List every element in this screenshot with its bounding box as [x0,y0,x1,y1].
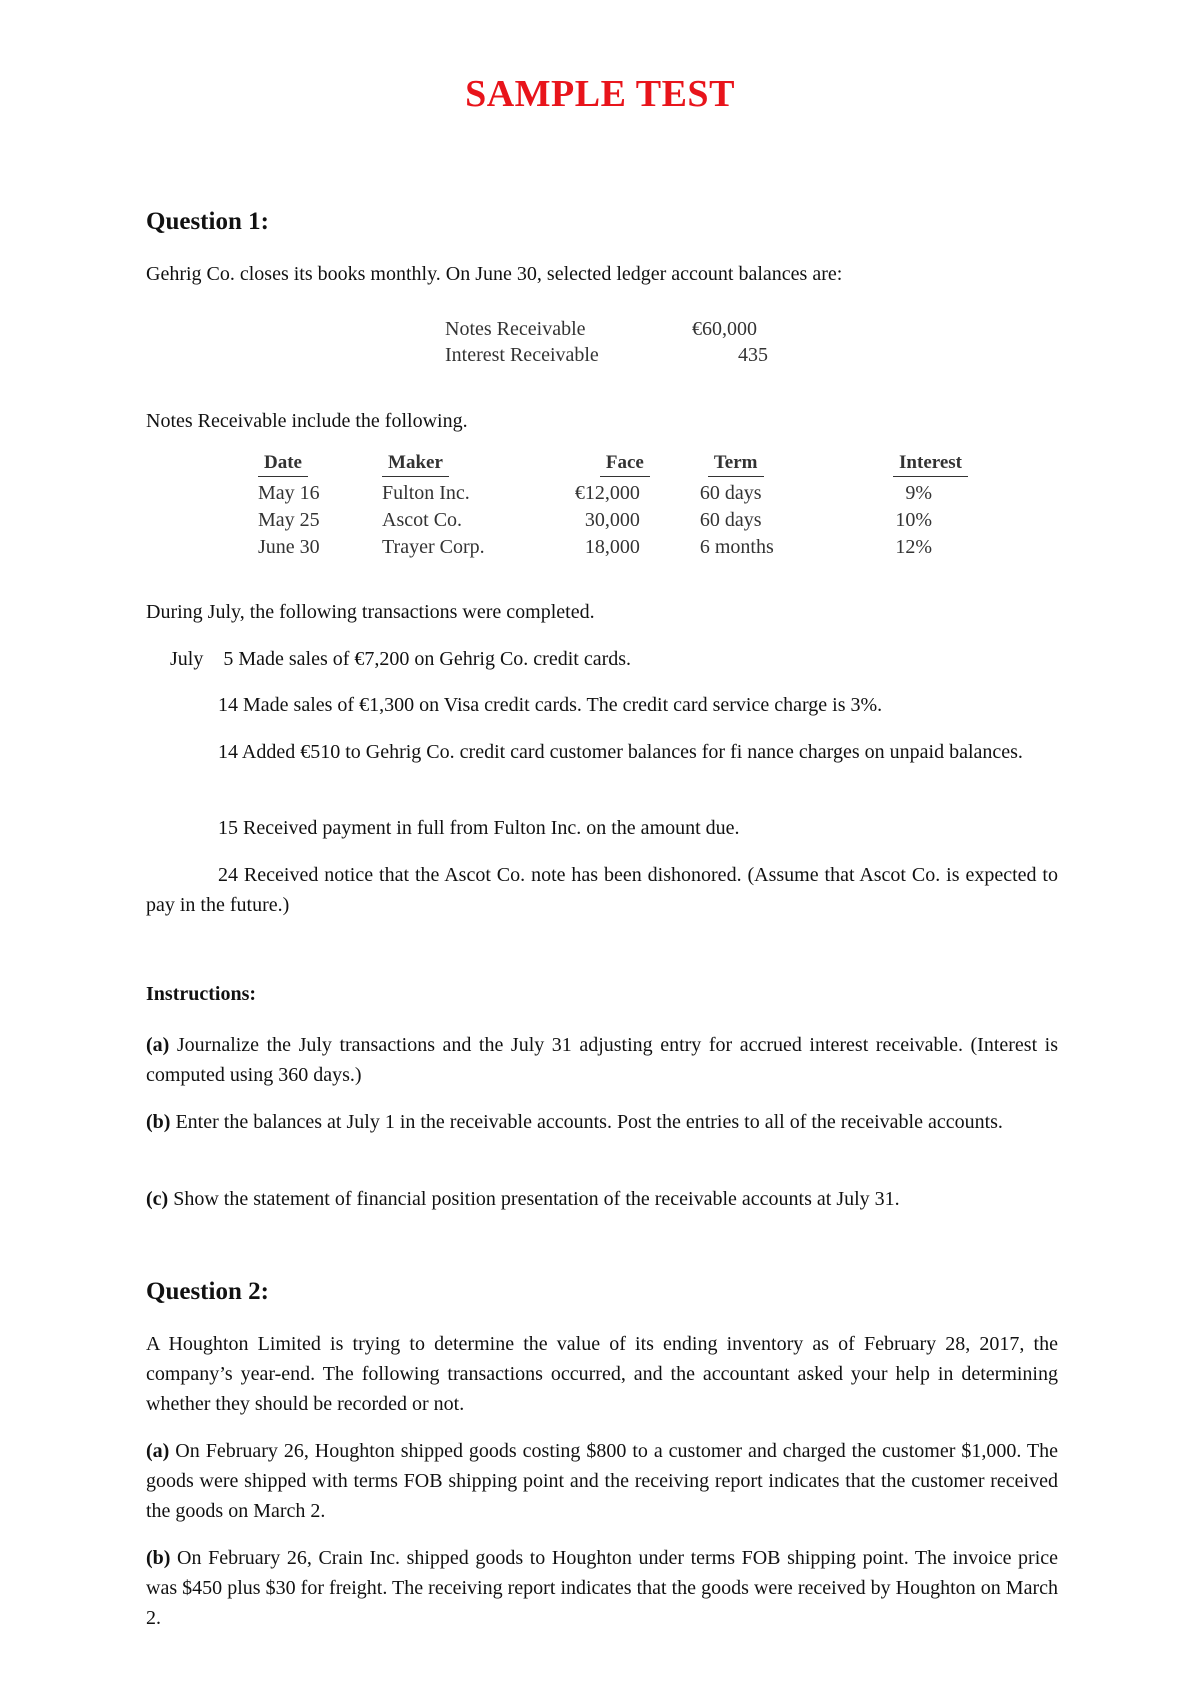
instruction-b-text: Enter the balances at July 1 in the receivable accounts. Post the entries to all of the receivable accounts. [175,1111,1003,1133]
cell-term: 6 months [699,536,774,558]
cell-maker: Trayer Corp. [382,536,485,558]
question-1-intro: Gehrig Co. closes its books monthly. On June 30, selected ledger account balances are: [146,263,843,285]
notes-intro: Notes Receivable include the following. [146,410,468,432]
cell-maker: Ascot Co. [382,509,463,531]
instruction-a-tag: (a) [146,1034,170,1056]
instruction-a-text: Journalize the July transactions and the July 31 adjusting entry for accrued interest receivable. (Interest is computed using 360 days.) [146,1034,1059,1086]
transaction-july-15: 15 Received payment in full from Fulton Inc. on the amount due. [218,817,740,839]
instruction-c-text: Show the statement of financial position presentation of the receivable accounts at July 31. [173,1188,900,1210]
q2-item-b-tag: (b) [146,1547,171,1569]
cell-interest: 12% [895,536,932,558]
header-interest: Interest [893,452,968,477]
balance-label-notes: Notes Receivable [445,318,586,340]
table-row [258,507,968,534]
cell-term: 60 days [699,509,762,531]
instructions-label: Instructions: [146,983,257,1005]
question-2-heading: Question 2: [146,1278,269,1305]
cell-date: May 25 [258,509,320,531]
balance-label-interest: Interest Receivable [445,344,599,366]
question-2-intro: A Houghton Limited is trying to determine the value of its ending inventory as of February 28, 2017, the company’s year-end. The following transactions occurred, and the accountant asked your help in determining whether they should be recorded or not. [146,1333,1058,1415]
notes-receivable-table [258,452,968,561]
header-maker: Maker [382,452,449,477]
question-2-item-b [146,1543,1058,1633]
q2-item-a-tag: (a) [146,1440,170,1462]
header-face: Face [600,452,650,477]
transaction-july-14-visa: 14 Made sales of €1,300 on Visa credit cards. The credit card service charge is 3%. [218,694,883,716]
instruction-a [146,1030,1058,1090]
table-header-row [258,452,968,480]
cell-date: May 16 [258,482,320,504]
balance-value-interest: 435 [738,344,768,366]
cell-interest: 9% [905,482,932,504]
cell-date: June 30 [258,536,320,558]
transaction-july-5: July 5 Made sales of €7,200 on Gehrig Co. credit cards. [170,648,632,670]
balance-value-notes: €60,000 [692,318,757,340]
instruction-b-tag: (b) [146,1111,171,1133]
cell-maker: Fulton Inc. [382,482,470,504]
cell-interest: 10% [895,509,932,531]
question-1-heading: Question 1: [146,208,269,235]
transaction-july-24: 24 Received notice that the Ascot Co. note has been dishonored. (Assume that Ascot Co. is expected to pay in the future.) [146,864,1058,916]
transaction-july-14-finance: 14 Added €510 to Gehrig Co. credit card customer balances for fi nance charges on unpaid balances. [218,741,1023,763]
page-title: SAMPLE TEST [465,73,735,115]
cell-face: 30,000 [584,509,640,531]
instruction-c-tag: (c) [146,1188,169,1210]
table-row [258,534,968,561]
header-date: Date [258,452,308,477]
q2-item-a-text: On February 26, Houghton shipped goods costing $800 to a customer and charged the customer $1,000. The goods were shipped with terms FOB shipping point and the receiving report indicates that the customer received the goods on March 2. [146,1440,1059,1522]
question-2-item-a [146,1436,1058,1526]
header-term: Term [708,452,764,477]
cell-face: €12,000 [574,482,640,504]
cell-term: 60 days [699,482,762,504]
table-row [258,480,968,507]
q2-item-b-text: On February 26, Crain Inc. shipped goods to Houghton under terms FOB shipping point. The invoice price was $450 plus $30 for freight. The receiving report indicates that the goods were received by Houghton on March 2. [146,1547,1059,1629]
cell-face: 18,000 [584,536,640,558]
instruction-b [146,1107,1058,1137]
july-intro: During July, the following transactions were completed. [146,601,595,623]
instruction-c [146,1184,1058,1214]
